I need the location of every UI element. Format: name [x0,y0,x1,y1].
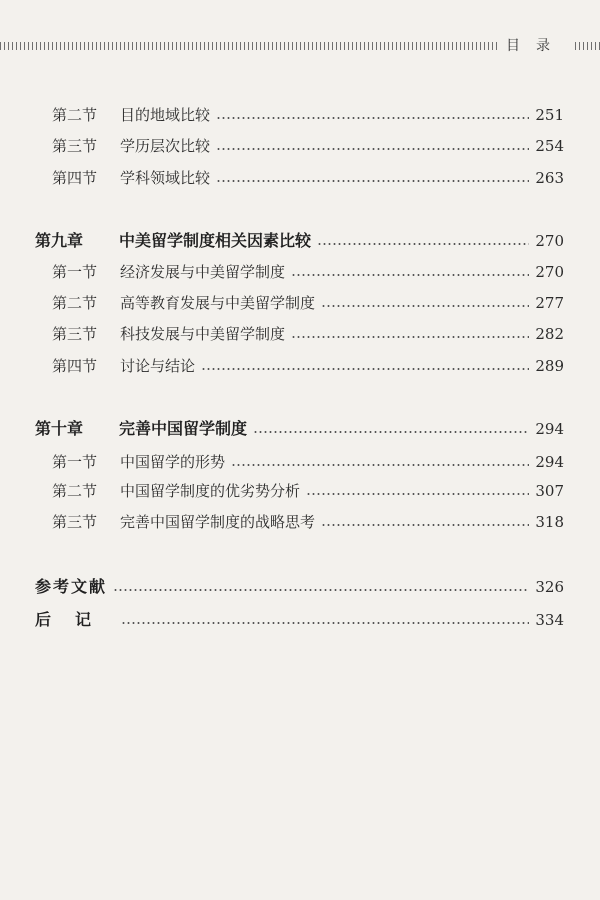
toc-leader [291,274,529,276]
toc-page: 277 [535,294,564,312]
toc-leader [321,305,529,307]
toc-number: 第三节 [52,325,98,343]
toc-leader [291,336,529,338]
toc-number: 第二节 [52,294,98,312]
toc-title: 完善中国留学制度 [119,419,248,438]
toc-title: 完善中国留学制度的战略思考 [120,513,316,531]
toc-page: 326 [535,578,564,596]
toc-number: 第四节 [52,357,98,375]
toc-page: 318 [535,513,564,531]
toc-leader [317,243,529,245]
toc-leader [113,589,529,591]
toc-leader [231,464,529,466]
toc-page: 282 [535,325,564,343]
toc-page: 294 [535,420,564,438]
toc-page: 254 [535,137,564,155]
toc-entry[interactable] [52,321,564,347]
toc-entry[interactable] [52,449,564,475]
toc-entry[interactable] [52,133,564,159]
toc-entry[interactable] [52,509,564,535]
toc-chapter-entry[interactable] [35,416,564,442]
toc-leader [321,524,529,526]
toc-number: 第十章 [35,419,84,438]
toc-chapter-entry[interactable] [35,228,564,254]
toc-page: 251 [535,106,564,124]
toc-title: 目的地域比较 [120,106,211,124]
toc-number: 第九章 [35,231,84,250]
toc-leader [306,493,529,495]
toc-title: 高等教育发展与中美留学制度 [120,294,316,312]
toc-title: 经济发展与中美留学制度 [120,263,286,281]
toc-page: 334 [535,611,564,629]
toc-leader [201,368,529,370]
toc-entry[interactable] [52,478,564,504]
toc-number: 第三节 [52,513,98,531]
toc-page: 294 [535,453,564,471]
toc-title: 中美留学制度相关因素比较 [119,231,312,250]
toc-title: 中国留学的形势 [120,453,226,471]
toc-number: 参考文献 [35,577,108,596]
toc-title: 学历层次比较 [120,137,211,155]
toc-title: 中国留学制度的优劣势分析 [120,482,301,500]
toc-leader [253,431,529,433]
toc-leader [216,180,529,182]
toc-title: 科技发展与中美留学制度 [120,325,286,343]
toc-number: 第一节 [52,453,98,471]
toc-entry[interactable] [52,102,564,128]
toc-page: 270 [535,263,564,281]
toc-title: 学科领域比较 [120,169,211,187]
toc-title: 讨论与结论 [120,357,196,375]
toc-number: 第二节 [52,106,98,124]
toc-entry[interactable] [52,165,564,191]
running-header [0,36,600,56]
toc-number: 后记 [35,610,116,629]
toc-entry[interactable] [52,290,564,316]
toc-number: 第四节 [52,169,98,187]
toc-page: 307 [535,482,564,500]
toc-number: 第一节 [52,263,98,281]
toc-leader [216,148,529,150]
header-title: 目录 [506,38,566,54]
toc-leader [121,622,529,624]
toc-entry[interactable] [52,353,564,379]
toc-number: 第二节 [52,482,98,500]
header-rule-left [0,42,500,50]
header-rule-right [575,42,600,50]
toc-number: 第三节 [52,137,98,155]
toc-entry[interactable] [52,259,564,285]
toc-page: 289 [535,357,564,375]
toc-afterword-entry[interactable] [35,607,564,633]
toc-page: 270 [535,232,564,250]
toc-leader [216,117,529,119]
toc-references-entry[interactable] [35,574,564,600]
toc-page: 263 [535,169,564,187]
